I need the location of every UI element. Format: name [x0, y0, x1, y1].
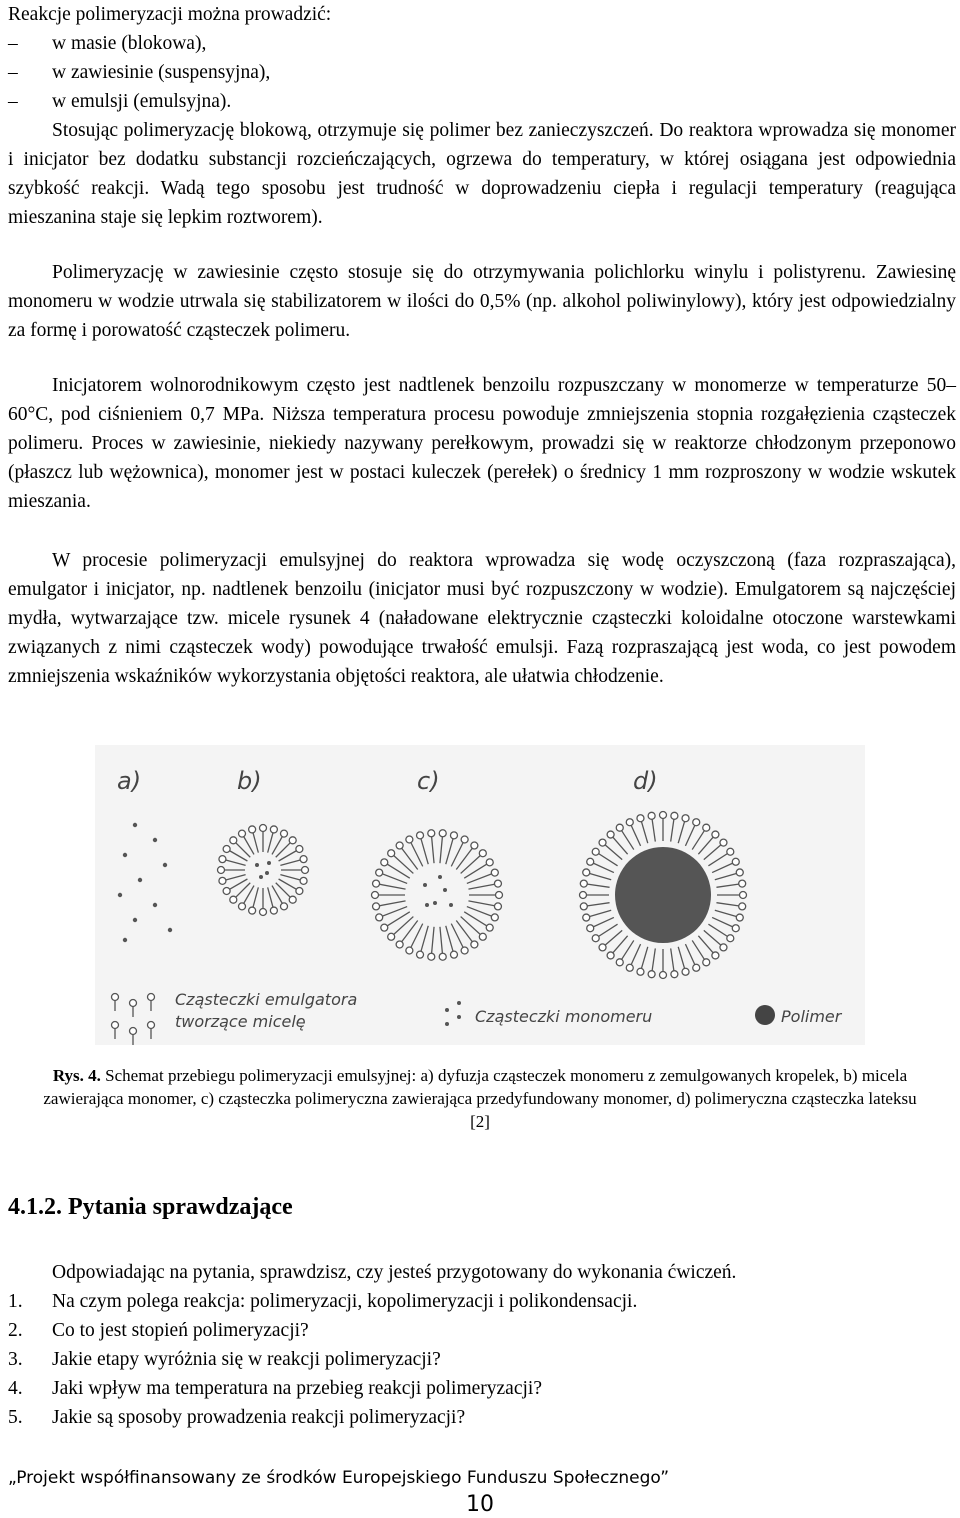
emulgator-head — [587, 858, 594, 865]
emulgator-head — [289, 896, 296, 903]
question-text: Na czym polega reakcja: polimeryzacji, kopolimeryzacji i polikondensacji. — [52, 1291, 638, 1312]
emulgator-head — [396, 941, 403, 948]
emulgator-head — [281, 830, 288, 837]
emulgator-head — [671, 812, 678, 819]
emulgator-head — [580, 880, 587, 887]
emulgator-head — [626, 964, 633, 971]
emulgator-head — [439, 953, 446, 960]
paragraph-emulsion: W procesie polimeryzacji emulsyjnej do reaktora wprowadza się wodę oczyszczoną (faza rozpraszająca), emulgator i inicjator, np. nadtlenek benzoilu (inicjator musi być rozpuszczony w wodzie). Emulgatorem są najczęściej mydła, wytwarzające tzw. micele rysunek 4 (naładowane elektrycznie cząsteczki koloidalne otoczone warstewkami związanych z nimi cząsteczek wody) powodujące trwałość emulsji. Fazą rozpraszającą jest woda, co jest powodem zmniejszenia wskaźników wykorzystania objętości reaktora, ale ułatwia chłodzenie. — [8, 550, 956, 687]
emulgator-head — [296, 846, 303, 853]
emulgator-head — [637, 815, 644, 822]
monomer-dot — [423, 883, 427, 887]
monomer-dot — [133, 823, 137, 827]
emulgator-head — [494, 903, 501, 910]
emulgator-head — [727, 848, 734, 855]
dash-bullet: – — [8, 62, 18, 83]
legend-emulgator-line1: Cząsteczki emulgatora — [175, 990, 358, 1009]
emulgator-head — [260, 909, 267, 916]
emulgator-head — [660, 972, 667, 979]
emulgator-head — [660, 812, 667, 819]
monomer-dot — [259, 875, 263, 879]
legend-emulgator-line2: tworzące micelę — [175, 1012, 306, 1031]
intro-text: Reakcje polimeryzacji można prowadzić: — [8, 4, 332, 25]
emulgator-head — [479, 850, 486, 857]
monomer-dot — [443, 888, 447, 892]
emulgator-head — [491, 869, 498, 876]
emulgator-head — [249, 907, 256, 914]
method-label: w zawiesinie (suspensyjna), — [52, 62, 271, 83]
emulgator-head — [230, 837, 237, 844]
emulgator-head — [219, 856, 226, 863]
emulgator-head — [494, 880, 501, 887]
emulgator-head — [388, 850, 395, 857]
questions-intro: Odpowiadając na pytania, sprawdzisz, czy jesteś przygotowany do wykonania ćwiczeń. — [52, 1262, 737, 1283]
monomer-dot — [449, 903, 453, 907]
emulgator-head — [219, 877, 226, 884]
emulgator-head — [260, 825, 267, 832]
emulgator-head — [300, 856, 307, 863]
emulgator-head — [587, 925, 594, 932]
emulgator-head — [376, 869, 383, 876]
emulgator-head — [461, 836, 468, 843]
emulgator-head — [607, 831, 614, 838]
emulgator-head — [471, 842, 478, 849]
emulgator-head — [388, 933, 395, 940]
question-text: Jaki wpływ ma temperatura na przebieg reakcji polimeryzacji? — [52, 1378, 542, 1399]
emulgator-head — [417, 951, 424, 958]
emulgator-head — [148, 994, 155, 1001]
section-heading: 4.1.2. Pytania sprawdzające — [8, 1194, 293, 1220]
monomer-dot — [168, 928, 172, 932]
emulgator-head — [712, 831, 719, 838]
method-item — [8, 29, 206, 58]
emulgator-head — [592, 848, 599, 855]
emulgator-head — [740, 892, 747, 899]
question-item — [8, 1403, 465, 1432]
emulgator-head — [428, 953, 435, 960]
emulgator-head — [491, 914, 498, 921]
emulgator-head — [648, 971, 655, 978]
emulgator-head — [736, 869, 743, 876]
emulgator-head — [732, 925, 739, 932]
emulgator-head — [148, 1022, 155, 1029]
monomer-dot — [123, 853, 127, 857]
question-text: Co to jest stopień polimeryzacji? — [52, 1320, 309, 1341]
emulgator-head — [693, 964, 700, 971]
dash-bullet: – — [8, 91, 18, 112]
emulgator-head — [583, 914, 590, 921]
emulgator-head — [616, 824, 623, 831]
page-number: 10 — [466, 1492, 494, 1517]
emulgator-head — [607, 952, 614, 959]
polymer-icon — [755, 1005, 775, 1025]
footer-project-note: „Projekt współfinansowany ze środków Europejskiego Funduszu Społecznego” — [8, 1468, 670, 1488]
polymer-core — [615, 847, 711, 943]
emulgator-head — [580, 903, 587, 910]
monomer-dot — [133, 918, 137, 922]
monomer-dot — [255, 863, 259, 867]
emulgator-head — [648, 812, 655, 819]
question-item — [8, 1316, 309, 1345]
emulgator-head — [720, 944, 727, 951]
caption-label: Rys. 4. — [52, 1066, 101, 1085]
emulgator-head — [616, 959, 623, 966]
emulgator-head — [479, 933, 486, 940]
figure-label-c: c) — [417, 767, 440, 795]
emulgator-head — [486, 924, 493, 931]
emulgator-head — [406, 947, 413, 954]
monomer-dot — [457, 1001, 461, 1005]
emulgator-head — [439, 830, 446, 837]
dash-bullet: – — [8, 33, 18, 54]
emulgator-head — [300, 877, 307, 884]
question-text: Jakie etapy wyróżnia się w reakcji polimeryzacji? — [52, 1349, 441, 1370]
emulgator-head — [471, 941, 478, 948]
paragraph-bulk: Stosując polimeryzację blokową, otrzymuje się polimer bez zanieczyszczeń. Do reaktora wprowadza się monomer i inicjator bez dodatku substancji rozcieńczających, ogrzewa do temperatury, w której osiągana jest odpowiednia szybkość reakcji. Wadą tego sposobu jest trudność w doprowadzeniu ciepła i regulacji temperatury (reagująca mieszanina staje się lepkim roztworem). — [8, 120, 956, 228]
emulgator-head — [270, 907, 277, 914]
emulgator-head — [417, 832, 424, 839]
emulgator-head — [270, 826, 277, 833]
emulgator-head — [580, 892, 587, 899]
emulgator-head — [720, 839, 727, 846]
monomer-dot — [123, 938, 127, 942]
emulgator-head — [712, 952, 719, 959]
question-item — [8, 1374, 542, 1403]
question-text: Jakie są sposoby prowadzenia reakcji polimeryzacji? — [52, 1407, 466, 1428]
emulgator-head — [376, 914, 383, 921]
figure-label-d: d) — [633, 767, 658, 795]
monomer-dot — [138, 878, 142, 882]
question-item — [8, 1345, 441, 1374]
monomer-dot — [438, 875, 442, 879]
monomer-dot — [425, 903, 429, 907]
emulgator-head — [296, 888, 303, 895]
figure-label-b: b) — [237, 767, 262, 795]
monomer-dot — [153, 838, 157, 842]
emulgator-head — [281, 903, 288, 910]
emulgator-head — [381, 924, 388, 931]
method-item — [8, 87, 231, 116]
emulgator-head — [428, 830, 435, 837]
emulgator-head — [703, 824, 710, 831]
legend-monomer-label: Cząsteczki monomeru — [475, 1007, 653, 1026]
emulgator-head — [496, 892, 503, 899]
emulgator-head — [239, 903, 246, 910]
emulgator-head — [223, 846, 230, 853]
emulgator-head — [461, 947, 468, 954]
emulgator-head — [592, 935, 599, 942]
emulgator-head — [739, 903, 746, 910]
emulgator-head — [736, 914, 743, 921]
figure-label-a: a) — [117, 767, 142, 795]
emulgator-head — [406, 836, 413, 843]
legend-polymer-label: Polimer — [781, 1007, 842, 1026]
question-number: 5. — [8, 1407, 23, 1428]
emulgator-head — [112, 994, 119, 1001]
emulgator-head — [671, 971, 678, 978]
monomer-dot — [163, 863, 167, 867]
monomer-dot — [153, 903, 157, 907]
emulgator-head — [486, 859, 493, 866]
emulgator-head — [289, 837, 296, 844]
monomer-dot — [445, 1008, 449, 1012]
emulsion-polymerization-figure — [95, 745, 865, 1045]
caption-text: Schemat przebiegu polimeryzacji emulsyjnej: a) dyfuzja cząsteczek monomeru z zemulgowanych kropelek, b) micela zawierająca monomer, c) cząsteczka polimeryczna zawierająca przedyfundowany monomer, d) polimeryczna cząsteczka lateksu [2] — [43, 1066, 917, 1131]
emulgator-head — [739, 880, 746, 887]
emulgator-head — [130, 1000, 137, 1007]
emulgator-head — [218, 867, 225, 874]
emulgator-head — [637, 968, 644, 975]
emulgator-head — [682, 815, 689, 822]
question-item — [8, 1287, 637, 1316]
emulgator-head — [727, 935, 734, 942]
question-number: 2. — [8, 1320, 23, 1341]
emulgator-head — [450, 832, 457, 839]
emulgator-head — [450, 951, 457, 958]
question-number: 4. — [8, 1378, 23, 1399]
emulgator-head — [230, 896, 237, 903]
emulgator-head — [373, 880, 380, 887]
question-number: 1. — [8, 1291, 23, 1312]
emulgator-head — [599, 944, 606, 951]
monomer-dot — [265, 871, 269, 875]
paragraph-suspension: Polimeryzację w zawiesinie często stosuje się do otrzymywania polichlorku winylu i polistyrenu. Zawiesinę monomeru w wodzie utrwala się stabilizatorem w ilości do 0,5% (np. alkohol poliwinylowy), który jest odpowiedzialny za formę i porowatość cząsteczek polimeru. — [8, 262, 956, 341]
emulgator-head — [302, 867, 309, 874]
emulgator-head — [130, 1028, 137, 1035]
emulgator-head — [396, 842, 403, 849]
emulgator-head — [732, 858, 739, 865]
method-label: w masie (blokowa), — [52, 33, 207, 54]
method-item — [8, 58, 270, 87]
emulgator-head — [239, 830, 246, 837]
emulgator-head — [249, 826, 256, 833]
emulgator-head — [372, 892, 379, 899]
monomer-dot — [118, 893, 122, 897]
paragraph-initiator: Inicjatorem wolnorodnikowym często jest nadtlenek benzoilu rozpuszczany w monomerze w temperaturze 50–60°C, pod ciśnieniem 0,7 MPa. Niższa temperatura procesu powoduje zmniejszenia stopnia rozgałęzienia cząsteczek polimeru. Proces w zawiesinie, niekiedy nazywany perełkowym, prowadzi się w reaktorze chłodzonym przeponowo (płaszcz lub wężownica), monomer jest w postaci kuleczek (perełek) o średnicy 1 mm rozproszony w wodzie wskutek mieszania. — [8, 375, 956, 512]
emulgator-head — [373, 903, 380, 910]
method-label: w emulsji (emulsyjna). — [52, 91, 232, 112]
emulgator-head — [599, 839, 606, 846]
emulgator-head — [381, 859, 388, 866]
emulgator-head — [626, 819, 633, 826]
monomer-dot — [457, 1015, 461, 1019]
question-number: 3. — [8, 1349, 23, 1370]
legend-polymer — [755, 1005, 843, 1026]
emulgator-head — [112, 1022, 119, 1029]
emulgator-head — [223, 888, 230, 895]
monomer-dot — [445, 1022, 449, 1026]
emulgator-head — [583, 869, 590, 876]
monomer-dot — [267, 861, 271, 865]
monomer-dot — [433, 901, 437, 905]
figure-caption — [40, 1064, 920, 1133]
emulgator-head — [703, 959, 710, 966]
emulgator-head — [693, 819, 700, 826]
emulgator-head — [682, 968, 689, 975]
